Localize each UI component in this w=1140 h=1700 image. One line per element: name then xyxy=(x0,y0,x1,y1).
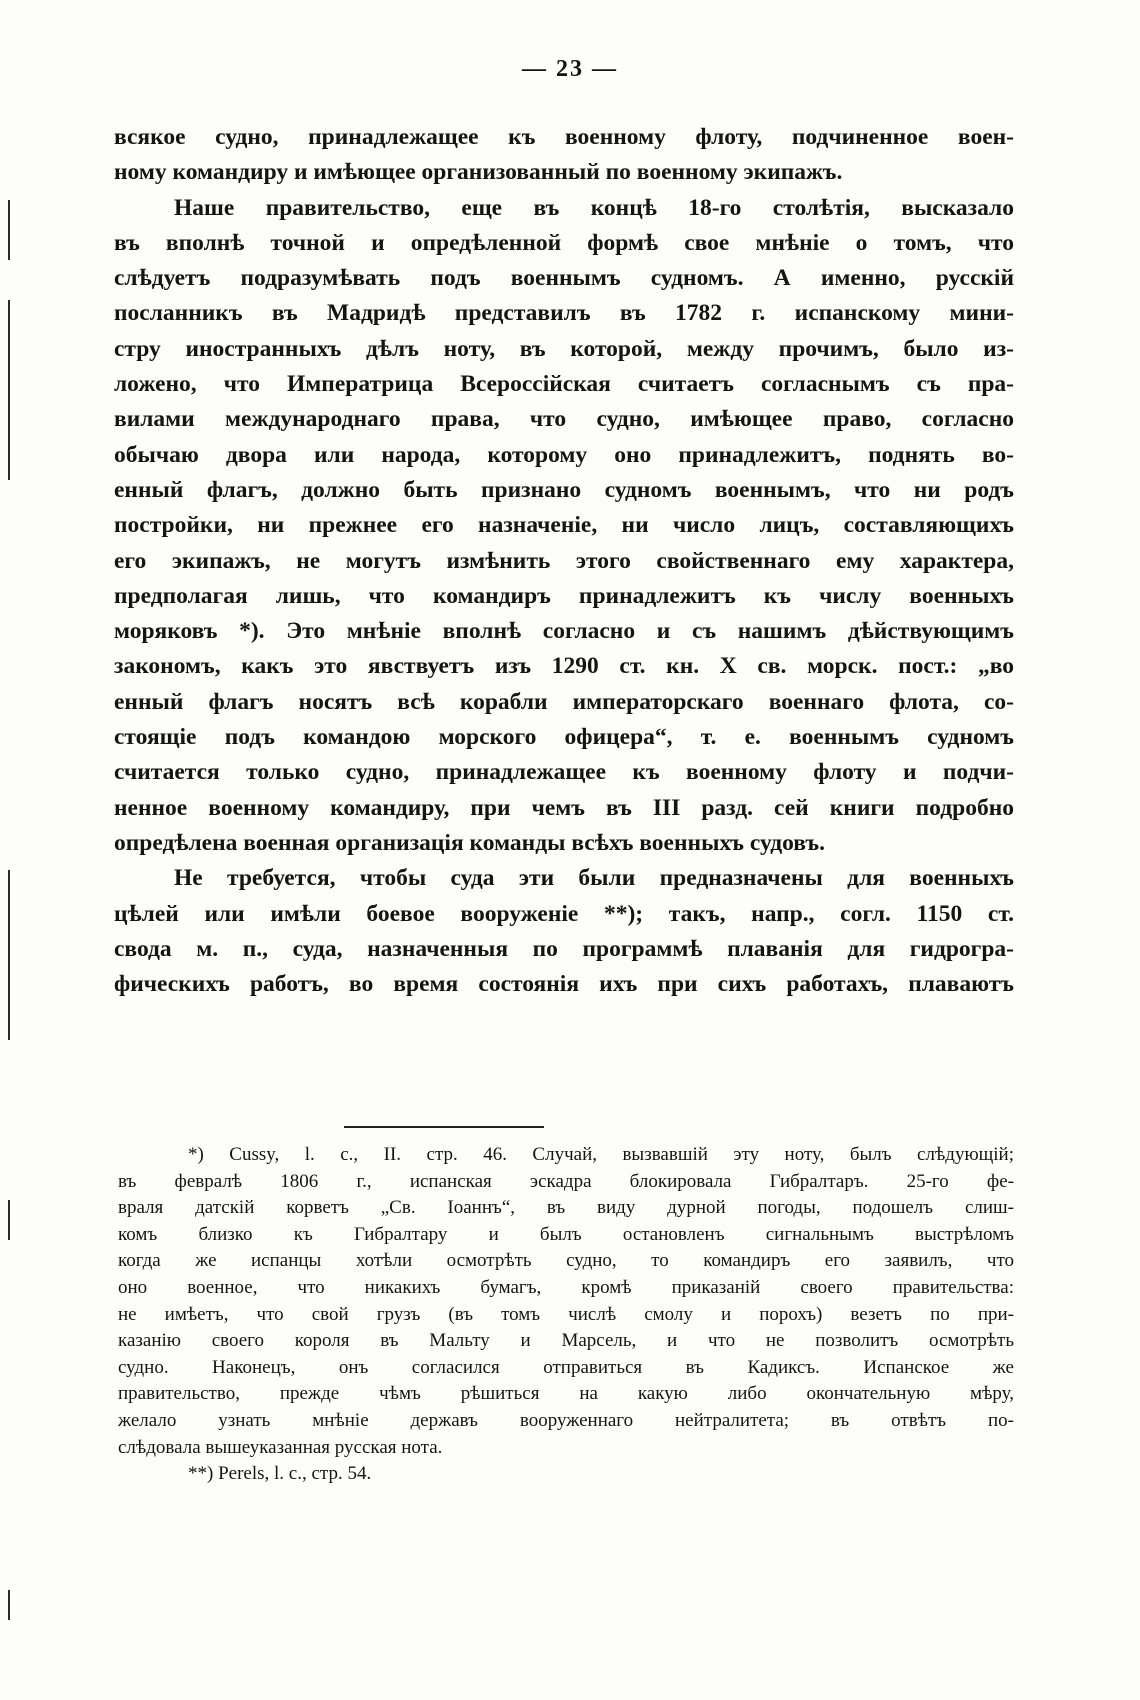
margin-mark xyxy=(8,200,10,260)
body-line: посланникъ въ Мадридѣ представилъ въ 1782 г. испанскому мини- xyxy=(114,300,1014,327)
body-line: слѣдуетъ подразумѣвать подъ военнымъ судномъ. А именно, русскій xyxy=(114,265,1014,292)
body-line: стру иностранныхъ дѣлъ ноту, въ которой, между прочимъ, было из- xyxy=(114,335,1014,362)
body-line: закономъ, какъ это явствуетъ изъ 1290 ст. кн. X св. морск. пост.: „во xyxy=(114,653,1014,680)
body-line: енный флагъ носятъ всѣ корабли императорскаго военнаго флота, со- xyxy=(114,688,1014,715)
footnote-line: *) Cussy, l. c., II. стр. 46. Случай, вызвавшій эту ноту, былъ слѣдующій; xyxy=(188,1144,1014,1165)
body-line: обычаю двора или народа, которому оно принадлежитъ, поднять во- xyxy=(114,441,1014,468)
footnote-line: желало узнать мнѣніе державъ вооруженнаго нейтралитета; въ отвѣтъ по- xyxy=(118,1409,1014,1431)
body-line: стоящіе подъ командою морского офицера“, т. е. военнымъ судномъ xyxy=(114,724,1014,751)
body-line: фическихъ работъ, во время состоянія ихъ при сихъ работахъ, плаваютъ xyxy=(114,971,1014,998)
footnote-line: не имѣетъ, что свой грузъ (въ томъ числѣ смолу и порохъ) везетъ по при- xyxy=(118,1303,1014,1325)
body-line: считается только судно, принадлежащее къ военному флоту и подчи- xyxy=(114,759,1014,786)
body-line: ненное военному командиру, при чемъ въ III разд. сей книги подробно xyxy=(114,794,1014,821)
footnote-line: **) Perels, l. c., стр. 54. xyxy=(188,1463,372,1485)
page-number: — 23 — xyxy=(522,56,618,82)
body-line: предполагая лишь, что командиръ принадлежитъ къ числу военныхъ xyxy=(114,582,1014,609)
body-line: вилами международнаго права, что судно, имѣющее право, согласно xyxy=(114,406,1014,433)
margin-mark xyxy=(8,1200,10,1240)
footnote-line: когда же испанцы хотѣли осмотрѣть судно, то командиръ его заявилъ, что xyxy=(118,1250,1014,1272)
body-line: Не требуется, чтобы суда эти были предназначены для военныхъ xyxy=(174,865,1014,892)
margin-mark xyxy=(8,870,10,1040)
footnote-line: слѣдовала вышеуказанная русская нота. xyxy=(118,1436,443,1458)
footnote-line: въ февралѣ 1806 г., испанская эскадра блокировала Гибралтаръ. 25-го фе- xyxy=(118,1170,1014,1192)
footnote-line: оно военное, что никакихъ бумагъ, кромѣ приказаній своего правительства: xyxy=(118,1276,1014,1298)
footnote-line: комъ близко къ Гибралтару и былъ остановленъ сигнальнымъ выстрѣломъ xyxy=(118,1223,1014,1245)
margin-mark xyxy=(8,1590,10,1620)
footnote-line: правительство, прежде чѣмъ рѣшиться на какую либо окончательную мѣру, xyxy=(118,1383,1014,1405)
body-line: его экипажъ, не могутъ измѣнить этого свойственнаго ему характера, xyxy=(114,547,1014,574)
footnote-line: казанію своего короля въ Мальту и Марсель, и что не позволитъ осмотрѣть xyxy=(118,1330,1014,1352)
body-line: опредѣлена военная организація команды всѣхъ военныхъ судовъ. xyxy=(114,829,825,856)
body-line: ложено, что Императрица Всероссійская считаетъ согласнымъ съ пра- xyxy=(114,371,1014,398)
body-line: цѣлей или имѣли боевое вооруженіе **); такъ, напр., согл. 1150 ст. xyxy=(114,900,1014,927)
footnotes xyxy=(118,1142,1014,1488)
body-line: въ вполнѣ точной и опредѣленной формѣ свое мнѣніе о томъ, что xyxy=(114,229,1014,256)
margin-mark xyxy=(8,300,10,480)
footnote-line: судно. Наконецъ, онъ согласился отправиться въ Кадиксъ. Испанское же xyxy=(118,1356,1014,1378)
body-line: постройки, ни прежнее его назначеніе, ни число лицъ, составляющихъ xyxy=(114,512,1014,539)
body-line: моряковъ *). Это мнѣніе вполнѣ согласно и съ нашимъ дѣйствующимъ xyxy=(114,618,1014,645)
footnote-divider xyxy=(344,1126,544,1128)
body-line: енный флагъ, должно быть признано судномъ военнымъ, что ни родъ xyxy=(114,476,1014,503)
footnote-line: враля датскій корветъ „Св. Іоаннъ“, въ виду дурной погоды, подошелъ слиш- xyxy=(118,1197,1014,1219)
body-text xyxy=(114,120,1014,1002)
body-line: ному командиру и имѣющее организованный по военному экипажъ. xyxy=(114,159,843,186)
body-line: свода м. п., суда, назначенныя по программѣ плаванія для гидрогра- xyxy=(114,935,1014,962)
body-line: Наше правительство, еще въ концѣ 18-го столѣтія, высказало xyxy=(174,194,1014,221)
body-line: всякое судно, принадлежащее къ военному флоту, подчиненное воен- xyxy=(114,124,1014,150)
